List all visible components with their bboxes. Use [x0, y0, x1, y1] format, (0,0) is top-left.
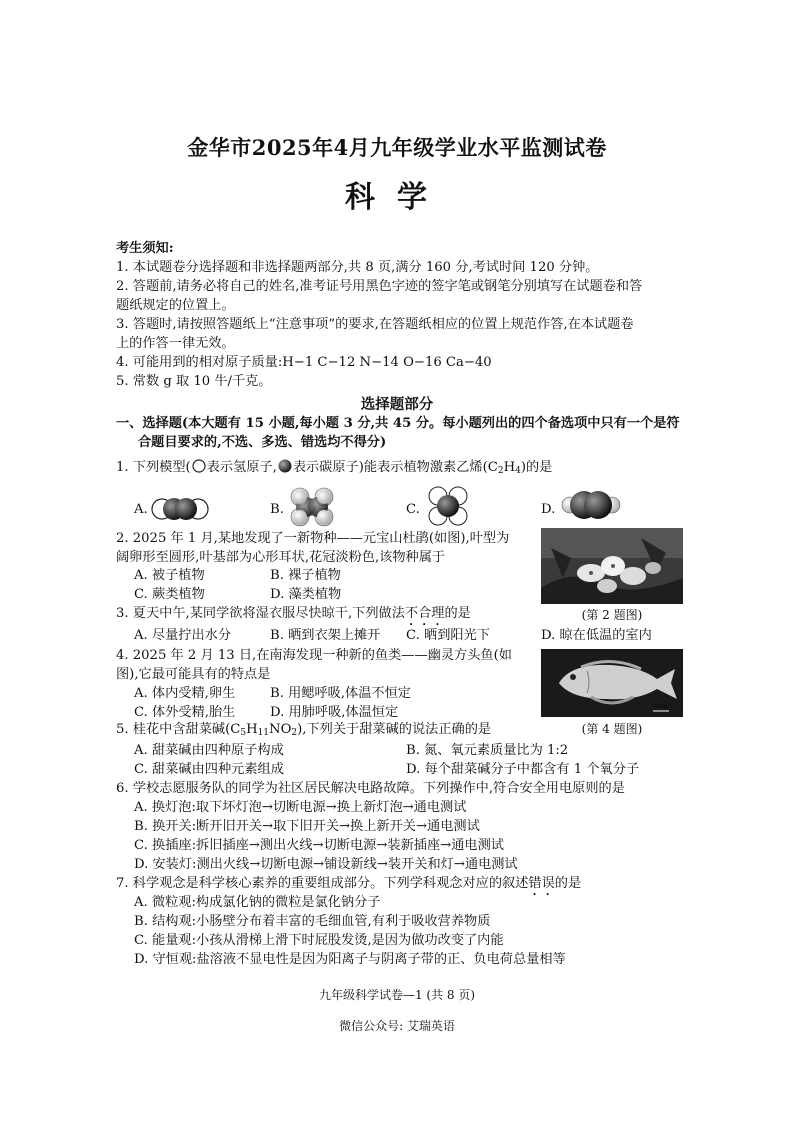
- q5-option: C. 甜菜碱由四种元素组成: [134, 762, 284, 777]
- q4-option: B. 用鳃呼吸,体温不恒定: [270, 686, 411, 701]
- notice-heading: 考生须知:: [116, 241, 174, 256]
- q1-option-c-label: C.: [406, 502, 420, 517]
- notice-item: 3. 答题时,请按照答题纸上“注意事项”的要求,在答题纸相应的位置上规范作答,在本试题卷: [116, 317, 634, 332]
- q3-option: B. 晒到衣架上摊开: [270, 628, 381, 643]
- q2-option: A. 被子植物: [134, 568, 205, 583]
- q4-option: C. 体外受精,胎生: [134, 705, 236, 720]
- q7-option: D. 守恒观:盐溶液不显电性是因为阳离子与阴离子带的正、负电荷总量相等: [134, 952, 566, 967]
- part1-instructions-2: 合题目要求的,不选、多选、错选均不得分): [138, 435, 387, 450]
- q5-option: D. 每个甜菜碱分子中都含有 1 个氧分子: [406, 762, 640, 777]
- q1-option-b-label: B.: [270, 502, 284, 517]
- q1-option-d-label: D.: [541, 502, 556, 517]
- q6-option: C. 换插座:拆旧插座→测出火线→切断电源→装新插座→通电测试: [134, 838, 504, 853]
- q2-option: C. 蕨类植物: [134, 587, 205, 602]
- notice-item: 上的作答一律无效。: [116, 336, 235, 351]
- question-1-stem: 1. 下列模型( 表示氢原子, 表示碳原子)能表示植物激素乙烯$(C_2H_4)$的是: [116, 460, 553, 476]
- page-footer: 九年级科学试卷—1 (共 8 页): [318, 988, 476, 1002]
- rhododendron-photo: [541, 528, 683, 604]
- question-3-stem: 3. 夏天中午,某同学欲将湿衣服尽快晾干,下列做法不合理的是: [116, 606, 471, 621]
- wechat-note: 微信公众号: 艾瑞英语: [339, 1019, 455, 1033]
- q1-model-d: [560, 488, 622, 522]
- q2-option: D. 藻类植物: [270, 587, 342, 602]
- q7-option: A. 微粒观:构成氯化钠的微粒是氯化钠分子: [134, 895, 381, 910]
- part1-instructions: 一、选择题(本大题有 15 小题,每小题 3 分,共 45 分。每小题列出的四个备选项中只有一个是符: [116, 416, 680, 431]
- question-4-stem-2: 图),它最可能具有的特点是: [116, 667, 271, 682]
- q1-option-a-label: A.: [134, 502, 148, 517]
- section-title: 选择题部分: [360, 396, 434, 413]
- q1-model-b: [288, 486, 336, 528]
- notice-item: 5. 常数 g 取 10 牛/千克。: [116, 374, 272, 389]
- question-4-stem: 4. 2025 年 2 月 13 日,在南海发现一种新的鱼类——幽灵方头鱼(如: [116, 648, 512, 663]
- notice-item: 题纸规定的位置上。: [116, 298, 235, 313]
- notice-item: 1. 本试题卷分选择题和非选择题两部分,共 8 页,满分 160 分,考试时间 120 分钟。: [116, 260, 599, 275]
- question-6-stem: 6. 学校志愿服务队的同学为社区居民解决电路故障。下列操作中,符合安全用电原则的是: [116, 781, 625, 796]
- figure-4-caption: (第 4 题图): [581, 722, 643, 736]
- question-5-stem: 5. 桂花中含甜菜碱$(C_5H_{11}NO_2)$,下列关于甜菜碱的说法正确的是: [116, 722, 492, 738]
- q6-option: A. 换灯泡:取下坏灯泡→切断电源→换上新灯泡→通电测试: [134, 800, 467, 815]
- q1-model-c: [424, 484, 472, 528]
- notice-item: 2. 答题前,请务必将自己的姓名,准考证号用黑色字迹的签字笔或钢笔分别填写在试题卷和答: [116, 279, 643, 294]
- q5-option: B. 氮、氧元素质量比为 1:2: [406, 743, 569, 758]
- q7-option: C. 能量观:小孩从滑梯上滑下时屁股发烫,是因为做功改变了内能: [134, 933, 504, 948]
- q3-option: C. 晒到阳光下: [406, 628, 490, 643]
- question-7-stem: 7. 科学观念是科学核心素养的重要组成部分。下列学科观念对应的叙述错误的是: [116, 876, 582, 891]
- notice-item: 4. 可能用到的相对原子质量:H−1 C−12 N−14 O−16 Ca−40: [116, 355, 492, 370]
- question-2-stem-2: 阔卵形至圆形,叶基部为心形耳状,花冠淡粉色,该物种属于: [116, 550, 446, 565]
- question-2-stem: 2. 2025 年 1 月,某地发现了一新物种——元宝山杜鹃(如图),叶型为: [116, 531, 510, 546]
- scale-label: 5cm: [654, 703, 668, 710]
- q7-option: B. 结构观:小肠壁分布着丰富的毛细血管,有利于吸收营养物质: [134, 914, 491, 929]
- subject-title: 科学: [345, 180, 449, 215]
- q3-option: A. 尽量拧出水分: [134, 628, 232, 643]
- carbon-atom-icon: [277, 459, 293, 473]
- q1-model-a: [150, 494, 210, 524]
- q4-option: D. 用肺呼吸,体温恒定: [270, 705, 399, 720]
- q2-option: B. 裸子植物: [270, 568, 341, 583]
- q6-option: D. 安装灯:测出火线→切断电源→铺设新线→装开关和灯→通电测试: [134, 857, 518, 872]
- q6-option: B. 换开关:断开旧开关→取下旧开关→换上新开关→通电测试: [134, 819, 480, 834]
- exam-title: 金华市2025年4月九年级学业水平监测试卷: [187, 135, 607, 160]
- figure-2-caption: (第 2 题图): [581, 608, 643, 622]
- q4-option: A. 体内受精,卵生: [134, 686, 236, 701]
- q3-option: D. 晾在低温的室内: [541, 628, 652, 643]
- tilefish-photo: [541, 649, 683, 717]
- q5-option: A. 甜菜碱由四种原子构成: [134, 743, 284, 758]
- hydrogen-atom-icon: [191, 459, 207, 473]
